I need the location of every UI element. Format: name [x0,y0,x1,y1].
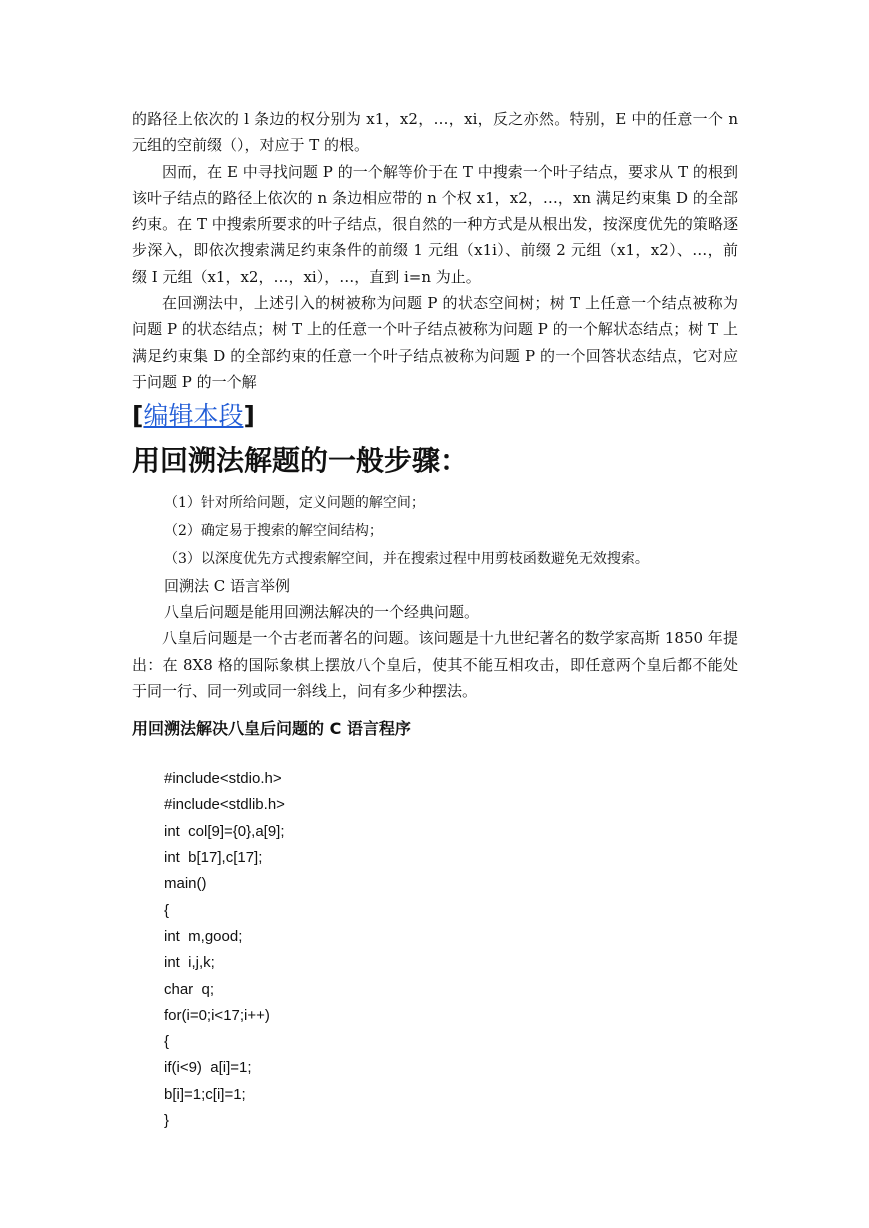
step-item: （3）以深度优先方式搜索解空间，并在搜索过程中用剪枝函数避免无效搜索。 [164,551,649,568]
document-content [132,106,738,1134]
edit-section-link[interactable]: 编辑本段 [143,401,244,431]
code-block [132,766,738,1134]
code-line: for(i=0;i<17;i++) [164,1006,270,1024]
code-line: b[i]=1;c[i]=1; [164,1085,246,1103]
code-line: #include<stdlib.h> [164,796,285,814]
code-line: int col[9]={0},a[9]; [164,822,285,840]
example-title-line: 回溯法 C 语言举例 [164,577,291,596]
edit-bracket-open: [ [132,401,144,431]
code-line: int b[17],c[17]; [164,849,263,867]
code-line: #include<stdio.h> [164,770,282,788]
eight-queens-intro-line: 八皇后问题是能用回溯法解决的一个经典问题。 [164,603,480,622]
code-line: char q; [164,980,215,998]
code-line: { [164,901,170,919]
section-heading: 用回溯法解题的一般步骤： [132,444,469,478]
edit-bracket-close: ] [243,401,255,431]
code-line: main() [164,875,207,893]
code-line: int i,j,k; [164,954,215,972]
paragraph-search-leaf: 因而，在 E 中寻找问题 P 的一个解等价于在 T 中搜索一个叶子结点，要求从 T 的根到该叶子结点的路径上依次的 n 条边相应带的 n 个权 x1，x2，…，xn 满足约束集 D 的全部约束。在 T 中搜索所要求的叶子结点，很自然的一种方式是从根出发，按深度优先的策略逐步深入，即依次搜索满足约束条件的前缀 1 元组（x1i）、前缀 2 元组（x1，x2）、…，前缀 I 元组（x1，x2，…，xi），…，直到 i=n 为止。 [132,162,738,286]
edit-section-line [132,399,738,433]
step-item: （1）针对所给问题，定义问题的解空间； [164,495,425,512]
paragraph-path-weights: 的路径上依次的 l 条边的权分别为 x1，x2，…，xi，反之亦然。特别，E 中的任意一个 n 元组的空前缀（），对应于 T 的根。 [132,110,738,155]
code-line: { [164,1033,170,1051]
paragraph-eight-queens: 八皇后问题是一个古老而著名的问题。该问题是十九世纪著名的数学家高斯 1850 年提出：在 8X8 格的国际象棋上摆放八个皇后，使其不能互相攻击，即任意两个皇后都不能处于同一行、同一列或同一斜线上，问有多少种摆法。 [132,629,738,700]
code-line: } [164,1112,170,1130]
code-line: if(i<9) a[i]=1; [164,1059,252,1077]
code-line: int m,good; [164,927,243,945]
step-item: （2）确定易于搜索的解空间结构； [164,523,383,540]
paragraph-state-space-tree: 在回溯法中，上述引入的树被称为问题 P 的状态空间树；树 T 上任意一个结点被称为问题 P 的状态结点；树 T 上的任意一个叶子结点被称为问题 P 的一个解状态结点；树 T 上满足约束集 D 的全部约束的任意一个叶子结点被称为问题 P 的一个回答状态结点，它对应于问题 P 的一个解 [132,294,738,391]
program-subheading: 用回溯法解决八皇后问题的 C 语言程序 [132,719,411,739]
